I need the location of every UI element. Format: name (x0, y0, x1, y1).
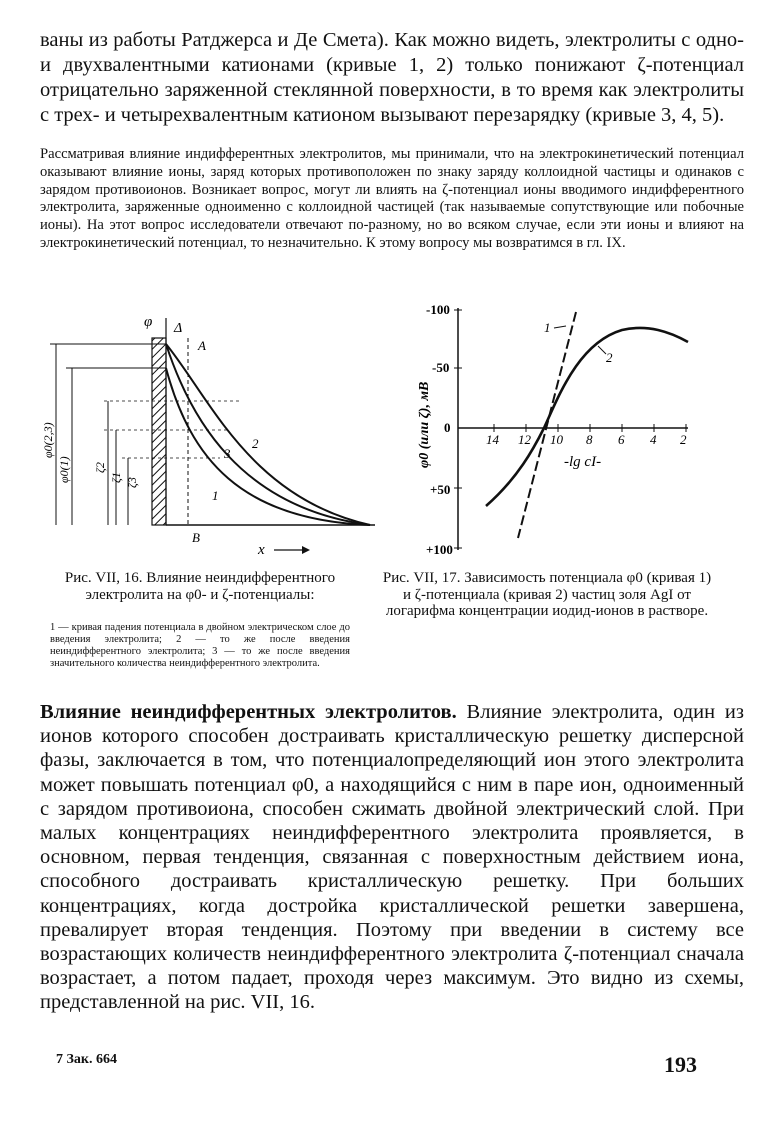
footer-sheet: 7 Зак. 664 (56, 1052, 117, 1067)
main-heading: Влияние неиндифферентных электролитов. (40, 701, 457, 723)
label-curve-3: 3 (224, 446, 231, 461)
label-zeta2: ζ2 (93, 462, 107, 473)
x-tick-8: 8 (586, 432, 593, 447)
caption-fig-17: Рис. VII, 17. Зависимость потенциала φ0 (кривая 1) и ζ-потенциала (кривая 2) частиц золя AgI от логарифма концентрации иодид-ионов в растворе. (382, 570, 712, 619)
leader-curve-1-17 (554, 326, 566, 328)
label-b: B (192, 530, 200, 545)
figure-17 (408, 298, 708, 560)
x-tick-14: 14 (486, 432, 499, 447)
curve-1-17 (518, 312, 576, 538)
label-curve-2-17: 2 (606, 350, 613, 365)
main-paragraph (40, 700, 744, 1015)
legend-fig-16: 1 — кривая падения потенциала в двойном электрическом слое до введения электролита; 2 — то же после введения неиндифферентного электролита; 3 — то же после введения значительного количества неиндифферентного электролита. (50, 622, 350, 669)
y-tick-0: 0 (444, 420, 451, 435)
y-tick-p50: +50 (430, 482, 451, 497)
leader-curve-2-17 (598, 346, 606, 354)
small-print-paragraph: Рассматривая влияние индифферентных электролитов, мы принимали, что на электрокинетический потенциал оказывают влияние ионы, заряд которых противоположен по знаку заряду коллоидной частицы и одинаков с зарядом противоионов. Возникает вопрос, могут ли влиять на ζ-потенциал ионы вводимого индифферентного электролита, заряженные одноименно с коллоидной частицей (так называемые сопутствующие или побочные ионы). На этот вопрос исследователи отвечают по-разному, но во всяком случае, если эти ионы и влияют на электрокинетический потенциал, то незначительно. К этому вопросу мы возвратимся в гл. IX. (40, 146, 744, 251)
label-phi0-1: φ0(1) (57, 456, 71, 483)
x-tick-2: 2 (680, 432, 687, 447)
label-phi0-23: φ0(2,3) (41, 422, 55, 458)
label-x: x (258, 542, 265, 558)
x-arrow-head (302, 546, 310, 554)
top-paragraph: ваны из работы Ратджерса и Де Смета). Как можно видеть, электролиты с одно- и двухвалентными катионами (кривые 1, 2) только понижают ζ-потенциал отрицательно заряженной стеклянной поверхности, в то время как электролиты с трех- и четырехвалентным катионом вызывают перезарядку (кривые 3, 4, 5). (40, 29, 744, 126)
x-tick-12: 12 (518, 432, 531, 447)
curve-3 (166, 344, 370, 525)
figure-16 (40, 308, 380, 558)
figure-17-plot (408, 298, 708, 560)
label-curve-1: 1 (212, 488, 219, 503)
figure-16-plot (40, 308, 380, 558)
curve-2 (166, 344, 370, 525)
curve-1 (166, 368, 370, 525)
y-tick-m50: -50 (432, 360, 450, 375)
y-tick-m100: -100 (426, 302, 450, 317)
label-zeta1: ζ1 (109, 472, 123, 483)
caption-fig-16: Рис. VII, 16. Влияние неиндифферентного электролита на φ0- и ζ-потенциалы: (64, 570, 336, 603)
x-tick-4: 4 (650, 432, 657, 447)
label-a: A (198, 338, 206, 353)
label-curve-1-17: 1 (544, 320, 551, 335)
label-zeta3: ζ3 (125, 477, 139, 488)
y-label-17: φ0 (или ζ), мВ (417, 381, 432, 468)
label-curve-2: 2 (252, 436, 259, 451)
y-tick-p100: +100 (426, 542, 453, 557)
label-phi: φ (144, 314, 153, 330)
main-body: Влияние электролита, один из ионов которого способен достраивать кристаллическую решетку дисперсной фазы, заключается в том, что потенциалопределяющий ион этого электролита может повышать потенциал φ0, а находящийся с ним в паре ион, одноименный с зарядом противоиона, способен сжимать двойной электрический слой. При малых концентрациях неиндифферентного электролита проявляется, в основном, первая тенденция, связанная с поверхностным действием иона, способного достраивать кристаллическую решетку. При больших концентрациях, когда достройка кристаллической решетки завершена, превалирует вторая тенденция. Поэтому при введении в систему все возрастающих количеств неиндифферентного электролита ζ-потенциал сначала возрастает, а потом падает, проходя через максимум. Это видно из схемы, представленной на рис. VII, 16. (40, 701, 744, 1014)
label-delta: Δ (174, 321, 183, 336)
curve-2-17 (486, 328, 688, 506)
x-tick-10: 10 (550, 432, 563, 447)
x-label-17: -lg cI- (564, 454, 602, 470)
wall-hatching (152, 338, 166, 525)
x-tick-6: 6 (618, 432, 625, 447)
page-number: 193 (664, 1052, 697, 1077)
